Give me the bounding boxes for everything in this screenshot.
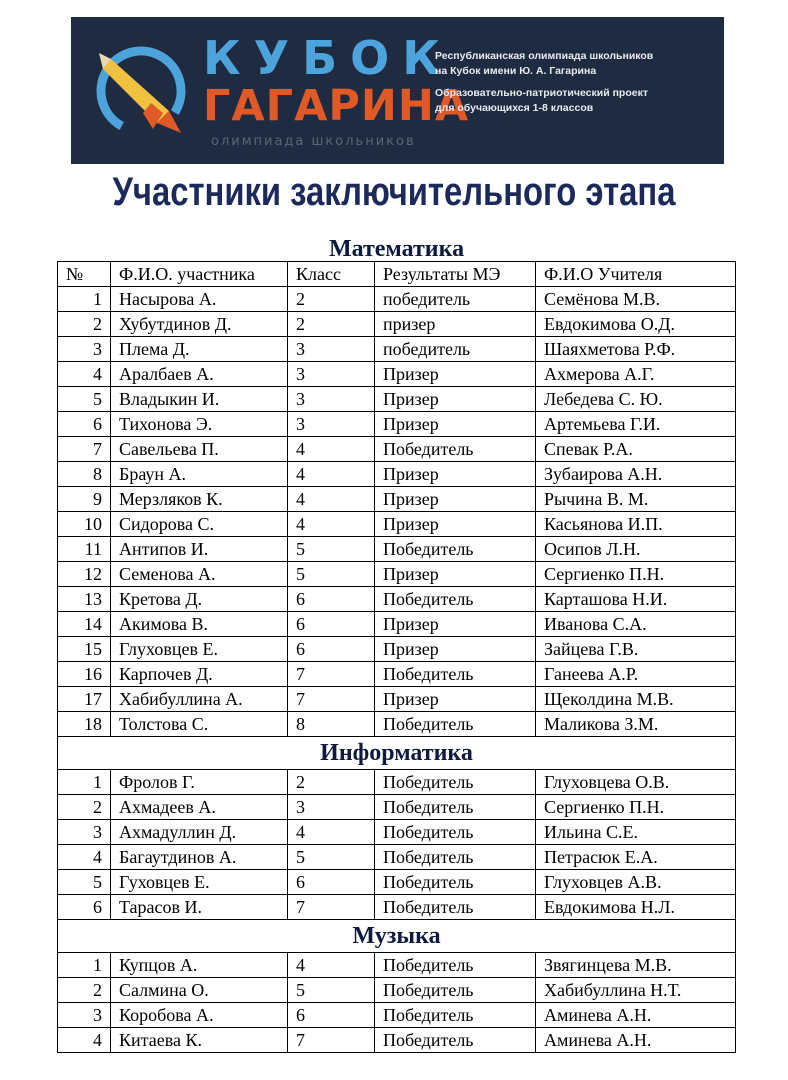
grade: 6 [288,637,375,662]
grade: 5 [288,978,375,1003]
result: Победитель [375,537,536,562]
teacher-name: Семёнова М.В. [536,287,736,312]
participant-name: Толстова С. [111,712,288,737]
grade: 3 [288,795,375,820]
result: Победитель [375,1028,536,1053]
table-row [58,845,736,870]
result: Победитель [375,820,536,845]
participant-name: Хубутдинов Д. [111,312,288,337]
teacher-name: Лебедева С. Ю. [536,387,736,412]
result: Победитель [375,712,536,737]
teacher-name: Сергиенко П.Н. [536,795,736,820]
row-number: 13 [58,587,111,612]
table-row [58,412,736,437]
participant-name: Карпочев Д. [111,662,288,687]
row-number: 1 [58,287,111,312]
result: Призер [375,487,536,512]
subject-heading-row [58,737,736,770]
grade: 6 [288,587,375,612]
logo-word-gagarina: ГАГАРИНА [203,81,470,131]
participant-name: Коробова А. [111,1003,288,1028]
row-number: 1 [58,953,111,978]
subject-heading: Музыка [58,920,736,953]
result: Призер [375,637,536,662]
result: Победитель [375,845,536,870]
result: Победитель [375,895,536,920]
participant-name: Савельева П. [111,437,288,462]
table-row [58,487,736,512]
column-header: № [58,262,111,287]
column-header: Ф.И.О. участника [111,262,288,287]
row-number: 10 [58,512,111,537]
participant-name: Мерзляков К. [111,487,288,512]
grade: 3 [288,337,375,362]
banner-description [435,49,720,116]
subject-heading-row [58,920,736,953]
result: Победитель [375,795,536,820]
row-number: 6 [58,412,111,437]
participant-name: Фролов Г. [111,770,288,795]
row-number: 5 [58,387,111,412]
result: Призер [375,562,536,587]
result: Победитель [375,587,536,612]
banner-text-line: для обучающихся 1-8 классов [435,102,594,115]
teacher-name: Евдокимова О.Д. [536,312,736,337]
row-number: 17 [58,687,111,712]
subject-heading-row [58,236,736,262]
logo-word-kubok: КУБОК [203,31,453,85]
table-header-row [58,262,736,287]
grade: 6 [288,612,375,637]
row-number: 5 [58,870,111,895]
grade: 7 [288,687,375,712]
result: Победитель [375,770,536,795]
teacher-name: Спевак Р.А. [536,437,736,462]
participant-name: Тихонова Э. [111,412,288,437]
row-number: 2 [58,312,111,337]
participant-name: Глуховцев Е. [111,637,288,662]
column-header: Результаты МЭ [375,262,536,287]
table-row [58,712,736,737]
teacher-name: Ганеева А.Р. [536,662,736,687]
grade: 6 [288,870,375,895]
result: Призер [375,687,536,712]
participant-name: Китаева К. [111,1028,288,1053]
grade: 2 [288,287,375,312]
table-row [58,870,736,895]
grade: 2 [288,770,375,795]
row-number: 4 [58,845,111,870]
teacher-name: Осипов Л.Н. [536,537,736,562]
participant-name: Сидорова С. [111,512,288,537]
table-row [58,287,736,312]
column-header: Ф.И.О Учителя [536,262,736,287]
table-row [58,312,736,337]
row-number: 18 [58,712,111,737]
participant-name: Антипов И. [111,537,288,562]
row-number: 16 [58,662,111,687]
teacher-name: Артемьева Г.И. [536,412,736,437]
grade: 3 [288,412,375,437]
teacher-name: Глуховцев А.В. [536,870,736,895]
row-number: 8 [58,462,111,487]
participant-name: Аралбаев А. [111,362,288,387]
participant-name: Семенова А. [111,562,288,587]
banner-text-line: на Кубок имени Ю. А. Гагарина [435,64,597,77]
row-number: 3 [58,1003,111,1028]
result: Победитель [375,662,536,687]
page-title: Участники заключительного этапа [112,170,676,214]
result: Победитель [375,953,536,978]
grade: 5 [288,562,375,587]
subject-heading: Информатика [58,737,736,770]
participant-name: Купцов А. [111,953,288,978]
teacher-name: Звягинцева М.В. [536,953,736,978]
header-banner [71,17,724,164]
result: Призер [375,512,536,537]
row-number: 14 [58,612,111,637]
grade: 6 [288,1003,375,1028]
grade: 4 [288,820,375,845]
teacher-name: Ахмерова А.Г. [536,362,736,387]
row-number: 1 [58,770,111,795]
participant-name: Ахмадуллин Д. [111,820,288,845]
table-row [58,337,736,362]
teacher-name: Щеколдина М.В. [536,687,736,712]
row-number: 3 [58,337,111,362]
table-row [58,362,736,387]
teacher-name: Хабибуллина Н.Т. [536,978,736,1003]
result: Призер [375,362,536,387]
grade: 2 [288,312,375,337]
result: Призер [375,412,536,437]
participant-name: Браун А. [111,462,288,487]
table-row [58,820,736,845]
teacher-name: Касьянова И.П. [536,512,736,537]
table-row [58,587,736,612]
banner-text-line: Образовательно-патриотический проект [435,87,648,100]
teacher-name: Сергиенко П.Н. [536,562,736,587]
teacher-name: Петрасюк Е.А. [536,845,736,870]
participants-table [57,236,736,1053]
grade: 7 [288,1028,375,1053]
banner-text-line: Республиканская олимпиада школьников [435,50,654,62]
result: победитель [375,287,536,312]
table-row [58,562,736,587]
column-header: Класс [288,262,375,287]
teacher-name: Аминева А.Н. [536,1028,736,1053]
table-row [58,687,736,712]
row-number: 12 [58,562,111,587]
result: призер [375,312,536,337]
row-number: 2 [58,795,111,820]
grade: 3 [288,387,375,412]
rocket-pencil-logo-icon [91,41,191,141]
participant-name: Ахмадеев А. [111,795,288,820]
participant-name: Акимова В. [111,612,288,637]
result: Победитель [375,978,536,1003]
grade: 7 [288,895,375,920]
participant-name: Кретова Д. [111,587,288,612]
row-number: 6 [58,895,111,920]
grade: 7 [288,662,375,687]
teacher-name: Рычина В. М. [536,487,736,512]
table-row [58,1003,736,1028]
row-number: 9 [58,487,111,512]
teacher-name: Иванова С.А. [536,612,736,637]
row-number: 4 [58,362,111,387]
grade: 8 [288,712,375,737]
participant-name: Плема Д. [111,337,288,362]
result: Победитель [375,870,536,895]
grade: 4 [288,512,375,537]
teacher-name: Глуховцева О.В. [536,770,736,795]
teacher-name: Шаяхметова Р.Ф. [536,337,736,362]
grade: 3 [288,362,375,387]
logo-subtitle: олимпиада школьников [211,134,416,149]
participant-name: Тарасов И. [111,895,288,920]
teacher-name: Зайцева Г.В. [536,637,736,662]
table-row [58,462,736,487]
subject-heading: Математика [58,236,736,262]
participant-name: Гуховцев Е. [111,870,288,895]
table-row [58,770,736,795]
grade: 5 [288,537,375,562]
participant-name: Салмина О. [111,978,288,1003]
grade: 4 [288,462,375,487]
row-number: 4 [58,1028,111,1053]
row-number: 2 [58,978,111,1003]
table-row [58,512,736,537]
result: Победитель [375,1003,536,1028]
table-row [58,637,736,662]
grade: 4 [288,953,375,978]
result: Победитель [375,437,536,462]
table-row [58,437,736,462]
teacher-name: Карташова Н.И. [536,587,736,612]
teacher-name: Зубаирова А.Н. [536,462,736,487]
row-number: 7 [58,437,111,462]
participant-name: Багаутдинов А. [111,845,288,870]
result: Призер [375,387,536,412]
table-row [58,953,736,978]
table-row [58,662,736,687]
participant-name: Хабибуллина А. [111,687,288,712]
participant-name: Насырова А. [111,287,288,312]
teacher-name: Евдокимова Н.Л. [536,895,736,920]
teacher-name: Ильина С.Е. [536,820,736,845]
result: Призер [375,462,536,487]
table-row [58,978,736,1003]
row-number: 11 [58,537,111,562]
grade: 4 [288,437,375,462]
teacher-name: Маликова З.М. [536,712,736,737]
table-row [58,795,736,820]
row-number: 3 [58,820,111,845]
grade: 5 [288,845,375,870]
result: победитель [375,337,536,362]
grade: 4 [288,487,375,512]
teacher-name: Аминева А.Н. [536,1003,736,1028]
table-row [58,612,736,637]
row-number: 15 [58,637,111,662]
table-row [58,1028,736,1053]
table-row [58,895,736,920]
participant-name: Владыкин И. [111,387,288,412]
result: Призер [375,612,536,637]
table-row [58,537,736,562]
table-row [58,387,736,412]
